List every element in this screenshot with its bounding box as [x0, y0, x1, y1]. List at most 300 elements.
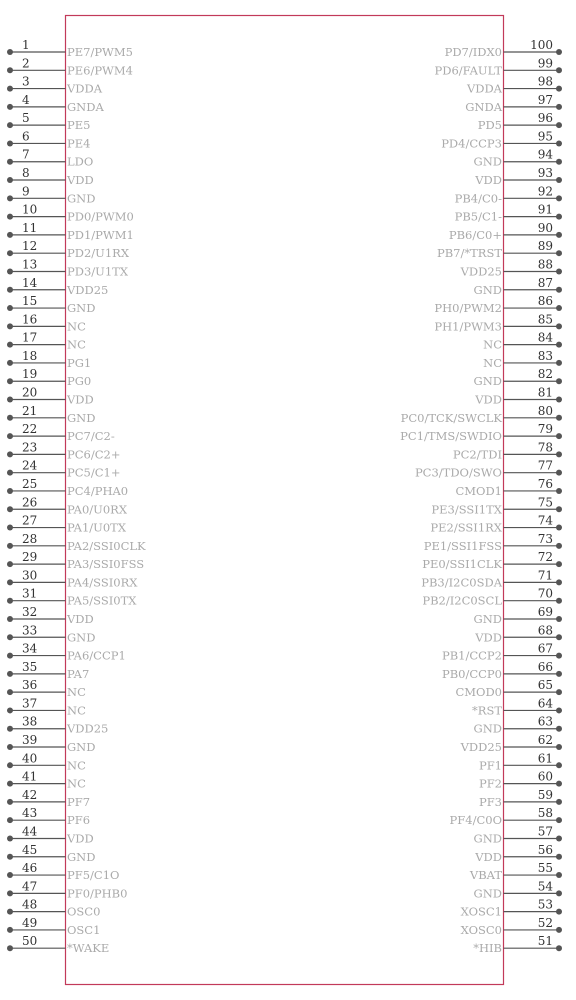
pin-terminal [556, 104, 562, 110]
pin-number: 10 [22, 202, 38, 217]
pin-label: NC [483, 337, 502, 352]
pin-number: 33 [22, 623, 38, 638]
pin-label: NC [67, 703, 86, 718]
pin-terminal [556, 872, 562, 878]
pin-terminal [556, 360, 562, 366]
pin-terminal [7, 945, 13, 951]
pin-label: PC4/PHA0 [67, 483, 129, 498]
pin-label: PA5/SSI0TX [67, 593, 137, 608]
pin-number: 58 [537, 806, 553, 821]
pin-label: *RST [472, 703, 502, 718]
pin-terminal [7, 342, 13, 348]
pin-label: VDD [475, 173, 502, 188]
pin-number: 97 [537, 92, 553, 107]
pin-terminal [7, 177, 13, 183]
pin-terminal [556, 470, 562, 476]
pin-terminal [556, 305, 562, 311]
pin-terminal [7, 817, 13, 823]
pin-label: GND [67, 191, 96, 206]
pin-number: 63 [537, 714, 553, 729]
pin-label: GND [473, 154, 502, 169]
pin-terminal [556, 140, 562, 146]
pin-terminal [556, 323, 562, 329]
pin-number: 43 [22, 806, 38, 821]
pin-label: GND [67, 740, 96, 755]
pin-label: GND [473, 374, 502, 389]
pin-number: 90 [537, 220, 553, 235]
pin-terminal [7, 159, 13, 165]
pin-terminal [7, 561, 13, 567]
pin-35 [7, 660, 89, 681]
pin-label: XOSC1 [460, 904, 502, 919]
pin-number: 79 [537, 422, 553, 437]
pin-label: *WAKE [67, 941, 110, 956]
pin-label: PD4/CCP3 [441, 136, 502, 151]
pin-18 [7, 349, 91, 370]
pin-label: PA1/U0TX [67, 520, 127, 535]
pin-number: 51 [537, 934, 553, 949]
pin-label: PB6/C0+ [448, 227, 502, 242]
pin-terminal [556, 744, 562, 750]
pin-label: PC1/TMS/SWDIO [400, 429, 502, 444]
pin-number: 47 [22, 879, 38, 894]
pin-label: PF6 [67, 813, 91, 828]
pin-number: 52 [537, 915, 553, 930]
pin-terminal [7, 579, 13, 585]
pin-label: PF1 [478, 758, 502, 773]
pin-label: GND [67, 630, 96, 645]
pin-label: PB0/CCP0 [441, 666, 502, 681]
pin-label: PB2/I2C0SCL [422, 593, 502, 608]
pin-label: GND [473, 282, 502, 297]
pin-terminal [556, 268, 562, 274]
pin-label: PE3/SSI1TX [431, 502, 502, 517]
pin-label: PF0/PHB0 [67, 886, 128, 901]
pin-number: 25 [22, 476, 38, 491]
pin-44 [7, 824, 94, 845]
pin-50 [7, 934, 109, 955]
pin-label: VDD [475, 392, 502, 407]
pin-label: GND [473, 721, 502, 736]
pin-label: CMOD1 [455, 483, 502, 498]
pin-label: VDD [475, 849, 502, 864]
pin-label: PF4/C0O [449, 813, 502, 828]
pin-terminal [556, 397, 562, 403]
pin-label: PF5/C1O [67, 868, 120, 883]
pin-label: NC [483, 355, 502, 370]
pin-number: 67 [537, 641, 553, 656]
pin-label: NC [67, 337, 86, 352]
pin-label: GND [67, 410, 96, 425]
pin-label: PF7 [67, 794, 91, 809]
pin-label: VDDA [466, 81, 502, 96]
pin-terminal [7, 232, 13, 238]
pin-number: 91 [537, 202, 553, 217]
pin-number: 83 [537, 348, 553, 363]
pin-terminal [7, 909, 13, 915]
pin-number: 42 [22, 787, 38, 802]
pin-number: 11 [22, 220, 38, 235]
pin-number: 77 [537, 458, 553, 473]
pin-terminal [7, 525, 13, 531]
pin-label: PG1 [67, 355, 92, 370]
pin-number: 16 [22, 312, 38, 327]
pin-label: PH0/PWM2 [434, 301, 502, 316]
pin-number: 39 [22, 733, 38, 748]
pin-terminal [7, 707, 13, 713]
pin-number: 70 [537, 586, 553, 601]
pin-terminal [7, 781, 13, 787]
pin-terminal [556, 378, 562, 384]
pin-terminal [556, 579, 562, 585]
pin-terminal [7, 927, 13, 933]
pin-number: 28 [22, 531, 38, 546]
pin-number: 31 [22, 586, 38, 601]
pin-number: 23 [22, 440, 38, 455]
pin-number: 54 [537, 879, 553, 894]
ic-body-outline [66, 16, 504, 985]
right-pin-group [400, 38, 562, 955]
pin-number: 3 [22, 74, 30, 89]
pin-label: PG0 [67, 374, 92, 389]
pin-terminal [556, 543, 562, 549]
pin-number: 50 [22, 934, 38, 949]
pin-terminal [7, 671, 13, 677]
pin-label: VDD [67, 392, 94, 407]
pin-number: 100 [530, 38, 553, 52]
pin-number: 69 [537, 604, 553, 619]
pin-number: 99 [537, 56, 553, 71]
pin-terminal [556, 67, 562, 73]
pin-number: 36 [22, 678, 38, 693]
pin-terminal [556, 561, 562, 567]
pin-21 [7, 404, 95, 425]
pin-terminal [556, 122, 562, 128]
pin-terminal [7, 250, 13, 256]
left-pin-group [7, 38, 146, 955]
pin-terminal [556, 616, 562, 622]
pin-label: GND [67, 301, 96, 316]
pin-number: 30 [22, 568, 38, 583]
pin-terminal [7, 799, 13, 805]
pin-terminal [7, 543, 13, 549]
pin-terminal [556, 707, 562, 713]
pin-number: 18 [22, 348, 38, 363]
pin-terminal [556, 506, 562, 512]
pin-terminal [7, 762, 13, 768]
pin-label: VBAT [469, 868, 502, 883]
pin-label: PA2/SSI0CLK [67, 538, 146, 553]
pin-terminal [7, 287, 13, 293]
pin-terminal [556, 287, 562, 293]
pin-number: 14 [22, 275, 38, 290]
pin-15 [7, 294, 95, 315]
pin-number: 2 [22, 56, 30, 71]
pin-45 [7, 843, 95, 864]
pin-terminal [556, 214, 562, 220]
pin-terminal [7, 616, 13, 622]
pin-5 [7, 111, 90, 132]
pin-label: PB4/C0- [454, 191, 502, 206]
pin-terminal [556, 49, 562, 55]
pin-16 [7, 312, 86, 333]
pin-terminal [556, 342, 562, 348]
pin-label: LDO [67, 154, 94, 169]
pin-terminal [556, 451, 562, 457]
pin-terminal [7, 214, 13, 220]
pin-terminal [7, 744, 13, 750]
pin-terminal [7, 378, 13, 384]
pin-terminal [7, 433, 13, 439]
pin-label: PD0/PWM0 [67, 209, 134, 224]
pin-label: VDD25 [460, 740, 502, 755]
pin-7 [7, 148, 93, 169]
pin-label: VDD25 [460, 264, 502, 279]
pin-terminal [7, 360, 13, 366]
pin-number: 96 [537, 111, 553, 126]
pin-19 [7, 367, 91, 388]
pin-label: PE5 [67, 118, 91, 133]
pin-number: 49 [22, 915, 38, 930]
pin-terminal [7, 890, 13, 896]
pin-label: VDD25 [67, 282, 109, 297]
pin-number: 21 [22, 403, 38, 418]
pin-terminal [556, 195, 562, 201]
pin-terminal [7, 415, 13, 421]
pin-label: PF2 [478, 776, 502, 791]
pin-33 [7, 623, 95, 644]
pin-32 [7, 605, 94, 626]
pin-label: PC2/TDI [452, 447, 502, 462]
pin-number: 29 [22, 550, 38, 565]
pin-terminal [7, 451, 13, 457]
pin-number: 56 [537, 842, 553, 857]
pin-number: 80 [537, 403, 553, 418]
pin-number: 84 [537, 330, 553, 345]
pin-number: 95 [537, 129, 553, 144]
pin-label: PD6/FAULT [434, 63, 502, 78]
pin-number: 60 [537, 769, 553, 784]
pin-51 [473, 934, 562, 955]
pin-label: PE2/SSI1RX [430, 520, 502, 535]
pin-label: NC [67, 685, 86, 700]
pin-41 [7, 770, 86, 791]
pin-label: OSC1 [67, 922, 101, 937]
pin-43 [7, 806, 90, 827]
pin-terminal [556, 835, 562, 841]
pin-label: VDD [67, 173, 94, 188]
pin-terminal [7, 268, 13, 274]
pin-label: XOSC0 [460, 922, 502, 937]
pin-terminal [556, 909, 562, 915]
pin-number: 73 [537, 531, 553, 546]
pin-label: PA7 [67, 666, 90, 681]
pin-number: 86 [537, 294, 553, 309]
pin-number: 66 [537, 659, 553, 674]
pin-terminal [7, 195, 13, 201]
pin-number: 93 [537, 166, 553, 181]
pin-terminal [7, 86, 13, 92]
pin-number: 98 [537, 74, 553, 89]
pin-label: PE7/PWM5 [67, 45, 133, 59]
pin-label: PH1/PWM3 [434, 319, 502, 334]
pin-terminal [556, 799, 562, 805]
pin-label: GNDA [67, 99, 104, 114]
pin-terminal [556, 945, 562, 951]
pin-number: 75 [537, 495, 553, 510]
pin-terminal [556, 817, 562, 823]
pin-number: 92 [537, 184, 553, 199]
pin-terminal [556, 726, 562, 732]
pin-label: CMOD0 [455, 685, 502, 700]
pin-number: 55 [537, 861, 553, 876]
pin-number: 72 [537, 550, 553, 565]
pin-number: 12 [22, 239, 38, 254]
pin-label: PB3/I2C0SDA [421, 575, 502, 590]
pin-terminal [7, 49, 13, 55]
pin-label: PC0/TCK/SWCLK [400, 410, 502, 425]
pin-number: 26 [22, 495, 38, 510]
pin-terminal [556, 689, 562, 695]
pin-number: 1 [22, 38, 30, 52]
pin-terminal [556, 86, 562, 92]
pin-terminal [556, 890, 562, 896]
pin-label: PB1/CCP2 [441, 648, 502, 663]
pin-number: 24 [22, 458, 38, 473]
pin-label: PC7/C2- [67, 429, 115, 444]
pin-terminal [556, 854, 562, 860]
pin-40 [7, 751, 86, 772]
pin-label: PF3 [478, 794, 502, 809]
pin-terminal [556, 525, 562, 531]
pin-label: GND [473, 886, 502, 901]
pin-terminal [556, 159, 562, 165]
pin-number: 82 [537, 367, 553, 382]
pin-label: PC6/C2+ [67, 447, 121, 462]
pin-label: PA6/CCP1 [67, 648, 126, 663]
pin-number: 78 [537, 440, 553, 455]
pin-number: 87 [537, 275, 553, 290]
pin-number: 89 [537, 239, 553, 254]
pin-label: NC [67, 776, 86, 791]
pin-label: GND [473, 831, 502, 846]
pin-number: 32 [22, 604, 38, 619]
pin-terminal [7, 488, 13, 494]
pin-number: 53 [537, 897, 553, 912]
pin-terminal [7, 506, 13, 512]
pin-label: NC [67, 319, 86, 334]
pin-label: PE4 [67, 136, 91, 151]
pin-terminal [7, 104, 13, 110]
pin-label: VDD [475, 630, 502, 645]
pin-number: 71 [537, 568, 553, 583]
pin-number: 41 [22, 769, 38, 784]
pin-label: NC [67, 758, 86, 773]
pin-terminal [556, 653, 562, 659]
pin-number: 22 [22, 422, 38, 437]
pin-terminal [7, 140, 13, 146]
pin-number: 74 [537, 513, 553, 528]
pin-number: 81 [537, 385, 553, 400]
pin-8 [7, 166, 94, 187]
pin-terminal [7, 122, 13, 128]
pin-terminal [7, 470, 13, 476]
pin-terminal [556, 634, 562, 640]
pin-terminal [556, 415, 562, 421]
pin-number: 64 [537, 696, 553, 711]
pin-label: PB5/C1- [454, 209, 502, 224]
pin-terminal [556, 671, 562, 677]
pin-label: VDD25 [67, 721, 109, 736]
pin-label: GND [473, 611, 502, 626]
pin-label: VDD [67, 611, 94, 626]
pin-number: 46 [22, 861, 38, 876]
pin-label: PD5 [477, 118, 502, 133]
pin-number: 8 [22, 166, 30, 181]
pin-terminal [7, 872, 13, 878]
pin-number: 27 [22, 513, 38, 528]
pin-number: 40 [22, 751, 38, 766]
pin-terminal [556, 250, 562, 256]
pin-number: 38 [22, 714, 38, 729]
pin-terminal [556, 232, 562, 238]
pin-label: PB7/*TRST [436, 246, 502, 261]
pin-label: PA3/SSI0FSS [67, 557, 145, 572]
pin-number: 76 [537, 476, 553, 491]
pin-terminal [7, 598, 13, 604]
pin-number: 35 [22, 659, 38, 674]
pin-terminal [556, 927, 562, 933]
pin-terminal [556, 488, 562, 494]
pin-terminal [556, 598, 562, 604]
pin-label: VDDA [67, 81, 103, 96]
pin-terminal [556, 177, 562, 183]
pin-number: 7 [22, 147, 30, 162]
pin-terminal [7, 323, 13, 329]
pin-number: 85 [537, 312, 553, 327]
pin-terminal [556, 781, 562, 787]
pin-number: 9 [22, 184, 30, 199]
pin-label: PD1/PWM1 [67, 227, 134, 242]
pin-number: 4 [22, 92, 30, 107]
pin-number: 65 [537, 678, 553, 693]
pin-terminal [556, 433, 562, 439]
pin-terminal [7, 689, 13, 695]
pin-terminal [7, 835, 13, 841]
pin-label: VDD [67, 831, 94, 846]
pin-terminal [7, 67, 13, 73]
pin-label: GND [67, 849, 96, 864]
pin-number: 19 [22, 367, 38, 382]
pin-number: 37 [22, 696, 38, 711]
pin-number: 57 [537, 824, 553, 839]
pin-number: 13 [22, 257, 38, 272]
pin-label: PD7/IDX0 [444, 45, 502, 59]
pin-49 [7, 916, 100, 937]
pin-terminal [7, 653, 13, 659]
pin-17 [7, 331, 86, 352]
pin-terminal [7, 726, 13, 732]
pin-label: PD2/U1RX [67, 246, 130, 261]
pin-terminal [7, 397, 13, 403]
pin-terminal [7, 305, 13, 311]
pin-48 [7, 898, 100, 919]
pin-number: 20 [22, 385, 38, 400]
pin-number: 17 [22, 330, 38, 345]
pin-label: PE6/PWM4 [67, 63, 133, 78]
pin-terminal [556, 762, 562, 768]
pin-label: PE1/SSI1FSS [423, 538, 502, 553]
